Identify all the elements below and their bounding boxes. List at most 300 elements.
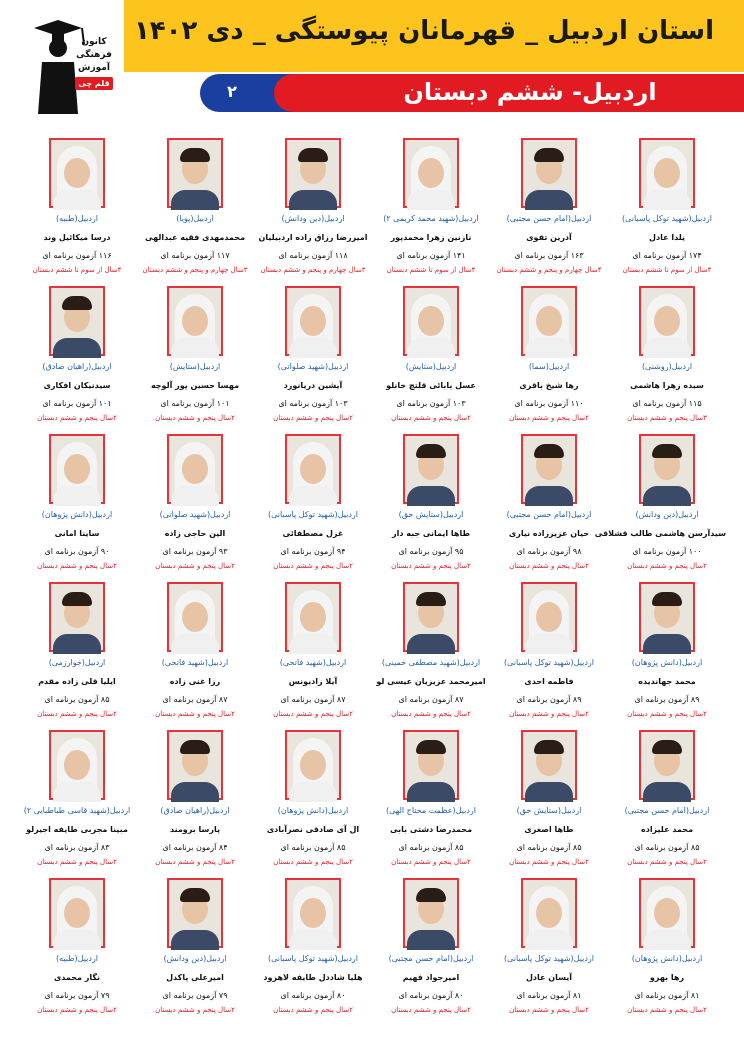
logo-line-3: آموزش (78, 63, 110, 73)
face-shape (64, 454, 90, 484)
student-school: اردبیل(شهید توکل پاسبانی) (621, 214, 713, 223)
student-photo (521, 582, 577, 652)
student-tenure: ۲سال پنجم و ششم دبستان (37, 562, 117, 570)
student-name: درسا میکائیل وند (43, 233, 111, 242)
student-card (372, 428, 490, 576)
student-school: اردبیل(شهید محمد کریمی ۲) (383, 214, 479, 223)
hair-shape (62, 592, 92, 606)
face-shape (64, 750, 90, 780)
student-card (490, 280, 608, 428)
student-tenure: ۲سال پنجم و ششم دبستان (155, 1006, 235, 1014)
student-photo (403, 138, 459, 208)
student-tenure: ۲سال پنجم و ششم دبستان (391, 710, 471, 718)
student-card (372, 872, 490, 1020)
student-photo (285, 730, 341, 800)
student-name: یلدا عادل (649, 233, 685, 242)
page-subtitle: اردبیل- ششم دبستان (403, 78, 657, 106)
face-shape (182, 306, 208, 336)
student-tenure: ۳سال پنجم و ششم دبستان (627, 414, 707, 422)
student-tenure: ۲سال پنجم و ششم دبستان (627, 858, 707, 866)
shoulders-shape (289, 930, 337, 950)
student-name: امیرعلی پاکدل (166, 973, 224, 982)
shoulders-shape (643, 634, 691, 654)
logo-badge: قلم چی (75, 77, 112, 90)
student-tenure: ۲سال پنجم و ششم دبستان (391, 414, 471, 422)
shoulders-shape (407, 190, 455, 210)
student-tenure: ۲سال پنجم و ششم دبستان (273, 1006, 353, 1014)
logo (0, 0, 124, 125)
student-exam-count: ۸۹ آزمون برنامه ای (516, 695, 582, 704)
student-school: اردبیل(دانش پژوهان) (631, 658, 703, 667)
face-shape (536, 306, 562, 336)
student-tenure: ۲سال پنجم و ششم دبستان (391, 858, 471, 866)
hair-shape (62, 296, 92, 310)
student-photo (167, 138, 223, 208)
student-school: اردبیل(شهید صلواتی) (277, 362, 349, 371)
student-name: حیان عزیززاده نیاری (508, 529, 590, 538)
student-exam-count: ۸۷ آزمون برنامه ای (280, 695, 346, 704)
student-card (490, 872, 608, 1020)
hair-shape (416, 888, 446, 902)
face-shape (418, 158, 444, 188)
shoulders-shape (171, 782, 219, 802)
student-photo (285, 878, 341, 948)
student-tenure: ۲سال پنجم و ششم دبستان (509, 562, 589, 570)
student-card (594, 428, 726, 576)
student-card (608, 872, 726, 1020)
hair-shape (652, 740, 682, 754)
student-exam-count: ۱۰۳ آزمون برنامه ای (396, 399, 466, 408)
student-photo (285, 582, 341, 652)
student-name: مهسا حسین پور آلوچه (150, 381, 240, 390)
hair-shape (180, 888, 210, 902)
shoulders-shape (289, 338, 337, 358)
student-photo (521, 434, 577, 504)
face-shape (64, 158, 90, 188)
shoulders-shape (525, 338, 573, 358)
student-tenure: ۲سال پنجم و ششم دبستان (37, 710, 117, 718)
student-exam-count: ۱۰۱ آزمون برنامه ای (42, 399, 112, 408)
student-tenure: ۲سال پنجم و ششم دبستان (155, 414, 235, 422)
hair-shape (534, 444, 564, 458)
student-exam-count: ۸۷ آزمون برنامه ای (162, 695, 228, 704)
student-exam-count: ۱۷۴ آزمون برنامه ای (632, 251, 702, 260)
student-school: اردبیل(شهید توکل پاسبانی) (267, 510, 359, 519)
student-name: ساینا امانی (54, 529, 100, 538)
student-name: محمد علیزاده (640, 825, 694, 834)
student-photo (167, 434, 223, 504)
student-name: پارسا برومند (169, 825, 221, 834)
student-exam-count: ۱۰۱ آزمون برنامه ای (160, 399, 230, 408)
student-name: طاها ایمانی جبه دار (392, 529, 470, 538)
student-school: اردبیل(دانش پژوهان) (277, 806, 349, 815)
face-shape (64, 898, 90, 928)
shoulders-shape (643, 338, 691, 358)
student-photo (403, 582, 459, 652)
student-school: اردبیل(امام حسن مجتبی) (624, 806, 710, 815)
student-photo (49, 878, 105, 948)
student-card (608, 280, 726, 428)
student-school: اردبیل(طبیه) (55, 214, 99, 223)
logo-text (66, 36, 122, 91)
student-card (136, 428, 254, 576)
student-name: محمدمهدی فقیه عبدالهی (144, 233, 246, 242)
page-title: استان اردبیل _ قهرمانان پیوستگی _ دی ۱۴۰۲ (133, 16, 715, 46)
student-school: اردبیل(راهیان صادق) (42, 362, 112, 371)
hair-shape (534, 740, 564, 754)
student-card (608, 132, 726, 280)
student-exam-count: ۸۱ آزمون برنامه ای (516, 991, 582, 1000)
student-name: سیدآرسن هاشمی طالب قشلاقی (594, 529, 726, 538)
student-name: آیشین دریانورد (283, 381, 343, 390)
student-exam-count: ۱۱۷ آزمون برنامه ای (160, 251, 230, 260)
student-exam-count: ۱۶۳ آزمون برنامه ای (514, 251, 584, 260)
student-tenure: ۲سال پنجم و ششم دبستان (509, 414, 589, 422)
student-name: غزل مصطفائی (282, 529, 344, 538)
student-exam-count: ۸۴ آزمون برنامه ای (162, 843, 228, 852)
student-exam-count: ۷۹ آزمون برنامه ای (44, 991, 110, 1000)
hair-shape (180, 148, 210, 162)
student-exam-count: ۱۱۰ آزمون برنامه ای (514, 399, 584, 408)
student-photo (167, 582, 223, 652)
student-card (18, 280, 136, 428)
shoulders-shape (643, 190, 691, 210)
face-shape (300, 602, 326, 632)
student-name: رها بهرو (649, 973, 685, 982)
student-school: اردبیل(شهید فاتحی) (161, 658, 229, 667)
student-photo (49, 138, 105, 208)
student-exam-count: ۸۵ آزمون برنامه ای (398, 843, 464, 852)
student-school: اردبیل(دین ودانش) (281, 214, 345, 223)
student-exam-count: ۸۳ آزمون برنامه ای (44, 843, 110, 852)
student-tenure: ۲سال پنجم و ششم دبستان (509, 858, 589, 866)
student-exam-count: ۱۰۰ آزمون برنامه ای (632, 547, 702, 556)
student-photo (521, 878, 577, 948)
shoulders-shape (407, 338, 455, 358)
student-card (254, 428, 372, 576)
student-name: آیلا زادیونس (288, 677, 338, 686)
student-photo (167, 730, 223, 800)
student-tenure: ۳سال چهارم و پنجم و ششم دبستان (142, 266, 248, 274)
student-card (18, 724, 136, 872)
student-name: محمدرضا دشتی بابی (389, 825, 473, 834)
student-school: اردبیل(امام حسن مجتبی) (506, 510, 592, 519)
shoulders-shape (171, 486, 219, 506)
hair-shape (416, 444, 446, 458)
shoulders-shape (53, 634, 101, 654)
student-school: اردبیل(امام حسن مجتبی) (388, 954, 474, 963)
student-tenure: ۲سال پنجم و ششم دبستان (273, 562, 353, 570)
student-tenure: ۲سال پنجم و ششم دبستان (273, 710, 353, 718)
page-header (0, 0, 744, 125)
shoulders-shape (53, 190, 101, 210)
student-school: اردبیل(سما) (528, 362, 570, 371)
student-school: اردبیل(شهید توکل پاسبانی) (503, 658, 595, 667)
face-shape (300, 898, 326, 928)
student-card (254, 724, 372, 872)
student-tenure: ۲سال پنجم و ششم دبستان (627, 710, 707, 718)
student-school: اردبیل(شهید مصطفی خمینی) (381, 658, 481, 667)
student-photo (403, 286, 459, 356)
student-card (372, 280, 490, 428)
student-card (372, 724, 490, 872)
student-tenure: ۲سال پنجم و ششم دبستان (37, 858, 117, 866)
shoulders-shape (171, 190, 219, 210)
student-tenure: ۲سال پنجم و ششم دبستان (391, 1006, 471, 1014)
student-exam-count: ۹۳ آزمون برنامه ای (162, 547, 228, 556)
hair-shape (180, 740, 210, 754)
shoulders-shape (525, 190, 573, 210)
student-tenure: ۲سال پنجم و ششم دبستان (627, 562, 707, 570)
student-exam-count: ۱۱۵ آزمون برنامه ای (632, 399, 702, 408)
logo-line-1: کانون (81, 37, 107, 47)
shoulders-shape (171, 338, 219, 358)
student-photo (403, 730, 459, 800)
student-name: نازنین زهرا محمدپور (390, 233, 472, 242)
student-name: فاطمه احدی (524, 677, 574, 686)
student-photo (285, 138, 341, 208)
hair-shape (298, 148, 328, 162)
student-name: آدرین تقوی (526, 233, 572, 242)
student-tenure: ۲سال پنجم و ششم دبستان (273, 414, 353, 422)
shoulders-shape (53, 338, 101, 358)
student-card (254, 872, 372, 1020)
hair-shape (652, 592, 682, 606)
student-name: سیدنیکان افکاری (43, 381, 111, 390)
student-photo (403, 878, 459, 948)
student-tenure: ۲سال پنجم و ششم دبستان (155, 858, 235, 866)
shoulders-shape (525, 782, 573, 802)
student-school: اردبیل(پویا) (176, 214, 214, 223)
face-shape (300, 306, 326, 336)
student-school: اردبیل(شهید قاسی طباطبایی ۲) (23, 806, 131, 815)
shoulders-shape (525, 634, 573, 654)
student-tenure: ۲سال پنجم و ششم دبستان (37, 1006, 117, 1014)
student-photo (167, 286, 223, 356)
student-school: اردبیل(ستایش) (169, 362, 221, 371)
shoulders-shape (643, 782, 691, 802)
student-photo (49, 582, 105, 652)
student-school: اردبیل(دانش پژوهان) (631, 954, 703, 963)
student-card (136, 724, 254, 872)
student-card (136, 132, 254, 280)
student-school: اردبیل(عظمت محتاج الهی) (386, 806, 476, 815)
student-name: نگار محمدی (53, 973, 101, 982)
page-number: ۲ (227, 82, 237, 101)
logo-line-2: فرهنگی (76, 50, 112, 60)
student-school: اردبیل(امام حسن مجتبی) (506, 214, 592, 223)
student-name: ال آی صادقی نصرآبادی (266, 825, 360, 834)
student-card (490, 576, 608, 724)
student-photo (285, 286, 341, 356)
face-shape (654, 306, 680, 336)
student-tenure: ۲سال پنجم و ششم دبستان (155, 710, 235, 718)
student-name: ایلیا قلی زاده مقدم (38, 677, 116, 686)
student-school: اردبیل(خوارزمی) (48, 658, 106, 667)
student-photo (49, 286, 105, 356)
student-name: رزا غنی زاده (169, 677, 221, 686)
students-grid (18, 132, 726, 1032)
shoulders-shape (407, 634, 455, 654)
hair-shape (416, 740, 446, 754)
student-photo (167, 878, 223, 948)
student-card (136, 576, 254, 724)
student-exam-count: ۸۰ آزمون برنامه ای (398, 991, 464, 1000)
student-card (18, 428, 136, 576)
hair-shape (652, 444, 682, 458)
student-tenure: ۴سال از سوم تا ششم دبستان (622, 266, 712, 274)
student-school: اردبیل(راهیان صادق) (160, 806, 230, 815)
student-school: اردبیل(شهید فاتحی) (279, 658, 347, 667)
student-tenure: ۲سال پنجم و ششم دبستان (627, 1006, 707, 1014)
student-tenure: ۲سال پنجم و ششم دبستان (509, 1006, 589, 1014)
student-tenure: ۴سال از سوم تا ششم دبستان (386, 266, 476, 274)
student-school: اردبیل(ستایش حق) (516, 806, 582, 815)
student-photo (403, 434, 459, 504)
student-exam-count: ۸۱ آزمون برنامه ای (634, 991, 700, 1000)
face-shape (300, 750, 326, 780)
student-exam-count: ۸۰ آزمون برنامه ای (280, 991, 346, 1000)
student-name: عسل بابائی قلتچ خانلو (386, 381, 476, 390)
student-exam-count: ۹۴ آزمون برنامه ای (280, 547, 346, 556)
student-exam-count: ۸۵ آزمون برنامه ای (634, 843, 700, 852)
student-exam-count: ۱۴۱ آزمون برنامه ای (396, 251, 466, 260)
shoulders-shape (53, 486, 101, 506)
student-tenure: ۲سال پنجم و ششم دبستان (391, 562, 471, 570)
student-card (254, 280, 372, 428)
shoulders-shape (171, 930, 219, 950)
student-exam-count: ۸۵ آزمون برنامه ای (516, 843, 582, 852)
student-card (608, 576, 726, 724)
student-school: اردبیل(دین ودانش) (635, 510, 699, 519)
student-name: امیررضا رزاق زاده اردبیلیان (258, 233, 368, 242)
student-tenure: ۲سال پنجم و ششم دبستان (37, 414, 117, 422)
student-name: مبینا مجربی طایفه اجیرلو (26, 825, 128, 834)
student-photo (521, 138, 577, 208)
student-name: الین حاجی زاده (164, 529, 226, 538)
shoulders-shape (525, 930, 573, 950)
face-shape (654, 898, 680, 928)
student-photo (639, 730, 695, 800)
student-name: طاها اصغری (524, 825, 574, 834)
student-name: امیرجواد فهیم (402, 973, 460, 982)
shoulders-shape (407, 782, 455, 802)
shoulders-shape (643, 486, 691, 506)
face-shape (300, 454, 326, 484)
student-photo (639, 138, 695, 208)
student-card (18, 872, 136, 1020)
student-photo (639, 878, 695, 948)
shoulders-shape (643, 930, 691, 950)
student-exam-count: ۱۱۶ آزمون برنامه ای (42, 251, 112, 260)
student-card (490, 132, 608, 280)
student-photo (521, 730, 577, 800)
student-name: هلیا شاددل طایفه لاهرود (263, 973, 363, 982)
student-exam-count: ۷۹ آزمون برنامه ای (162, 991, 228, 1000)
student-school: اردبیل(روشنی) (641, 362, 693, 371)
shoulders-shape (171, 634, 219, 654)
student-school: اردبیل(طبیه) (55, 954, 99, 963)
student-tenure: ۴سال چهارم و پنجم و ششم دبستان (496, 266, 602, 274)
student-tenure: ۲سال پنجم و ششم دبستان (509, 710, 589, 718)
student-card (372, 132, 490, 280)
student-name: محمد جهاندیده (638, 677, 696, 686)
student-exam-count: ۸۷ آزمون برنامه ای (398, 695, 464, 704)
student-tenure: ۲سال پنجم و ششم دبستان (155, 562, 235, 570)
student-exam-count: ۹۰ آزمون برنامه ای (44, 547, 110, 556)
shoulders-shape (407, 486, 455, 506)
student-exam-count: ۸۹ آزمون برنامه ای (634, 695, 700, 704)
student-exam-count: ۸۵ آزمون برنامه ای (44, 695, 110, 704)
student-photo (639, 434, 695, 504)
student-school: اردبیل(دانش پژوهان) (41, 510, 113, 519)
student-photo (639, 582, 695, 652)
shoulders-shape (407, 930, 455, 950)
shoulders-shape (53, 782, 101, 802)
shoulders-shape (289, 486, 337, 506)
hair-shape (416, 592, 446, 606)
face-shape (536, 602, 562, 632)
face-shape (654, 158, 680, 188)
student-photo (521, 286, 577, 356)
shoulders-shape (289, 782, 337, 802)
student-card (136, 872, 254, 1020)
student-card (490, 724, 608, 872)
shoulders-shape (289, 634, 337, 654)
student-card (372, 576, 490, 724)
student-photo (49, 434, 105, 504)
student-name: آیسان عادل (525, 973, 573, 982)
student-exam-count: ۹۸ آزمون برنامه ای (516, 547, 582, 556)
student-card (18, 132, 136, 280)
student-photo (639, 286, 695, 356)
shoulders-shape (525, 486, 573, 506)
student-school: اردبیل(ستایش) (405, 362, 457, 371)
student-tenure: ۳سال چهارم و پنجم و ششم دبستان (260, 266, 366, 274)
student-school: اردبیل(ستایش حق) (398, 510, 464, 519)
face-shape (182, 602, 208, 632)
student-photo (49, 730, 105, 800)
student-tenure: ۲سال پنجم و ششم دبستان (273, 858, 353, 866)
student-card (136, 280, 254, 428)
student-card (18, 576, 136, 724)
student-card (490, 428, 608, 576)
student-card (608, 724, 726, 872)
student-exam-count: ۱۰۳ آزمون برنامه ای (278, 399, 348, 408)
hair-shape (534, 148, 564, 162)
shoulders-shape (53, 930, 101, 950)
face-shape (536, 898, 562, 928)
face-shape (418, 306, 444, 336)
face-shape (182, 454, 208, 484)
student-name: سیده زهرا هاشمی (630, 381, 704, 390)
student-school: اردبیل(شهید توکل پاسبانی) (267, 954, 359, 963)
student-school: اردبیل(شهید صلواتی) (159, 510, 231, 519)
student-exam-count: ۹۵ آزمون برنامه ای (398, 547, 464, 556)
student-name: امیرمحمد عزیزیان عیسی لو (376, 677, 486, 686)
subtitle-band (180, 74, 744, 112)
student-card (254, 576, 372, 724)
student-school: اردبیل(شهید توکل پاسبانی) (503, 954, 595, 963)
student-photo (285, 434, 341, 504)
student-tenure: ۴سال از سوم تا ششم دبستان (32, 266, 122, 274)
student-card (254, 132, 372, 280)
student-exam-count: ۱۱۸ آزمون برنامه ای (278, 251, 348, 260)
student-exam-count: ۸۵ آزمون برنامه ای (280, 843, 346, 852)
shoulders-shape (289, 190, 337, 210)
student-name: رها شیخ باقری (519, 381, 579, 390)
student-school: اردبیل(دین ودانش) (163, 954, 227, 963)
